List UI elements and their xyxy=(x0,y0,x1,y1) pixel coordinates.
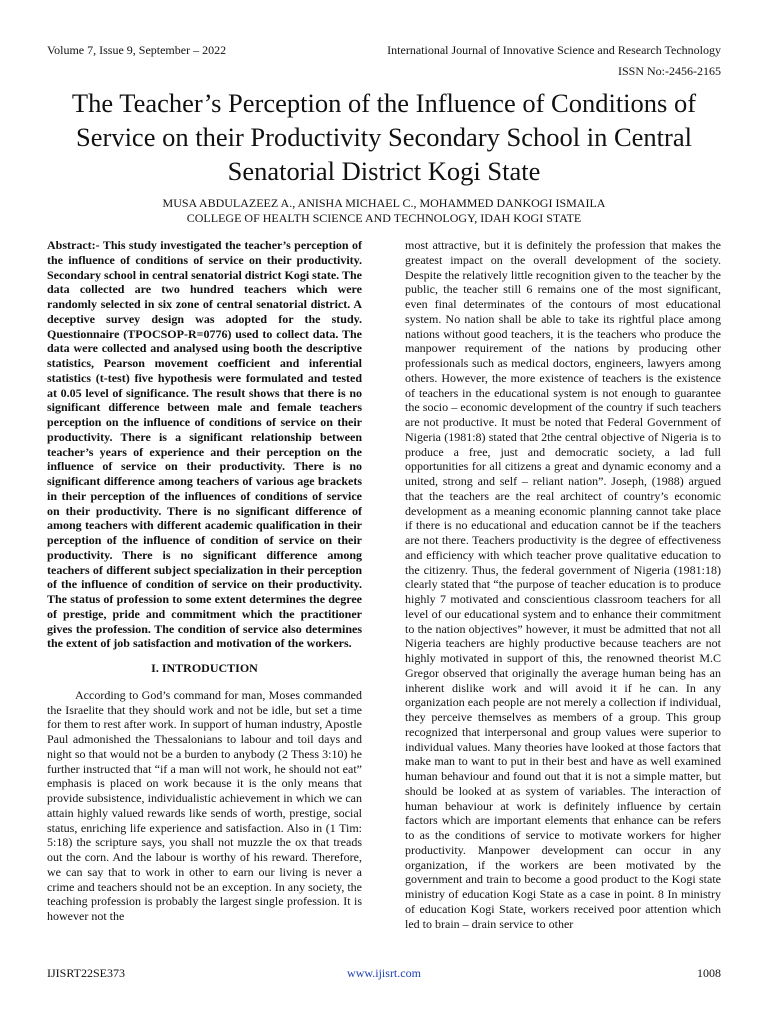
paper-title: The Teacher’s Perception of the Influence of Conditions of Service on their Productivity Secondary School in Central Senatorial District Kogi State xyxy=(71,88,697,186)
authors: MUSA ABDULAZEEZ A., ANISHA MICHAEL C., MOHAMMED DANKOGI ISMAILA xyxy=(162,196,606,210)
volume-issue: Volume 7, Issue 9, September – 2022 xyxy=(47,43,227,57)
author-block xyxy=(30,196,738,226)
page-number: 1008 xyxy=(697,966,721,980)
section-heading-introduction: I. INTRODUCTION xyxy=(151,661,258,675)
affiliation: COLLEGE OF HEALTH SCIENCE AND TECHNOLOGY, IDAH KOGI STATE xyxy=(186,211,582,225)
journal-name: International Journal of Innovative Science and Research Technology xyxy=(387,43,721,57)
right-column xyxy=(405,238,721,931)
paper-code: IJISRT22SE373 xyxy=(47,966,125,980)
intro-paragraph: According to God’s command for man, Moses commanded the Israelite that they should work and not be idle, but set a time for them to rest after work. In support of human industry, Apostle Paul admonished the Thessalonians to labour and toil days and night so that would not be a burden to anybody (2 Thess 3:10) he further instructed that “if a man will not work, he should not eat” emphasis is placed on work because it is the only means that provide subsistence, individualistic achievement in which we can attain highly valued rewards like sends of worth, prestige, social status, enriching life experience and satisfaction. Also in (1 Tim: 5:18) the scripture says, you shall not muzzle the ox that treads out the corn. And the labour is worthy of his reward. Therefore, we can say that to work in other to earn our living is never a crime and teachers should not be an exception. In any society, the teaching profession is probably the largest single profession. It is however not the xyxy=(47,687,362,923)
journal-url-link[interactable]: www.ijisrt.com xyxy=(347,966,421,980)
issn: ISSN No:-2456-2165 xyxy=(617,64,721,78)
left-column xyxy=(47,238,362,924)
intro-continued-paragraph: most attractive, but it is definitely the profession that makes the greatest impact on the overall development of the society. Despite the relatively little recognition given to the teacher by the public, the teacher still 6 remains one of the most significant, even final determinates of the contours of most educational system. No nation shall be able to take its rightful place among nations without good teachers, it is the teachers who produce the manpower requirement of the nations by producing other professionals such as medical doctors, engineers, lawyers among others. However, the more existence of teachers is the existence of teachers in the educational system is not enough to guarantee the socio – economic development of the country if such teachers are not productive. It must be noted that Federal Government of Nigeria (1981:8) stated that 2the central objective of Nigeria is to produce a free, just and democratic society, a lad full opportunities for all citizens a great and dynamic economy and a united, strong and self – reliant nation”. Joseph, (1988) argued that the teachers are the real architect of country’s economic development as a meaning economic planning cannot take place if there is no educational and education cannot be if the teachers are not there. Teachers productivity is the degree of effectiveness and efficiency with which teacher prove qualitative education to the citizenry. Thus, the federal government of Nigeria (1981:18) clearly stated that “the purpose of teacher education is to produce highly 7 motivated and conscientious classroom teachers for all level of our educational system and to enhance their commitment to the nation objectives” however, it must be admitted that not all Nigeria teachers are highly productive because teachers are not highly motivated in support of this, the renowned theorist M.C Gregor observed that originally the average human being has an inherent dislike work and will avoid it if he can. In any organization each people are not merely a collection if individual, they perceive themselves as members of a group. This group recognized that interpersonal and group values were superior to individual values. Many theories have looked at those factors that make man to want to put in their best and have as well examined human behaviour and found out that it is not a simple matter, but should be looked at as system of variables. The interaction of human behaviour at work is definitely influence by certain factors which are important elements that enhance can be refers to as the conditions of service to motivate workers for higher productivity. Manpower development can occur in any organization, if the workers are been motivated by the government and train to become a good product to the Kogi state ministry of education Kogi State as a case in point. 8 In ministry of education Kogi State, workers received poor attention which led to brain – drain service to other xyxy=(405,238,721,931)
abstract: Abstract:- This study investigated the teacher’s perception of the influence of conditions of service on their productivity. Secondary school in central senatorial district Kogi state. The data collected are two hundred teachers which were randomly selected in six zone of central senatorial district. A deceptive survey design was adopted for the study. Questionnaire (TPOCSOP-R=0776) used to collect data. The data were collected and analysed using booth the descriptive statistics, Pearson movement coefficient and inferential statistics (t-test) five hypothesis were formulated and tested at 0.05 level of significance. The result shows that there is no significant difference between male and female teachers perception on the influence of conditions of service on their productivity. There is a significant relationship between teacher’s years of experience and their perception on the influence of service on their productivity. There is no significant difference among teachers of various age brackets in their perception of the influences of conditions of service on their productivity. There is no significant difference of among teachers with different academic qualification in their perception of the influence of condition of service on their productivity. There is no significant difference among teachers of different subject specialization in their perception of the influence of condition of service on their productivity. The status of profession to some extent determines the degree of prestige, pride and commitment which the practitioner gives the profession. The condition of service also determines the extent of job satisfaction and motivation of the workers. xyxy=(47,238,362,651)
